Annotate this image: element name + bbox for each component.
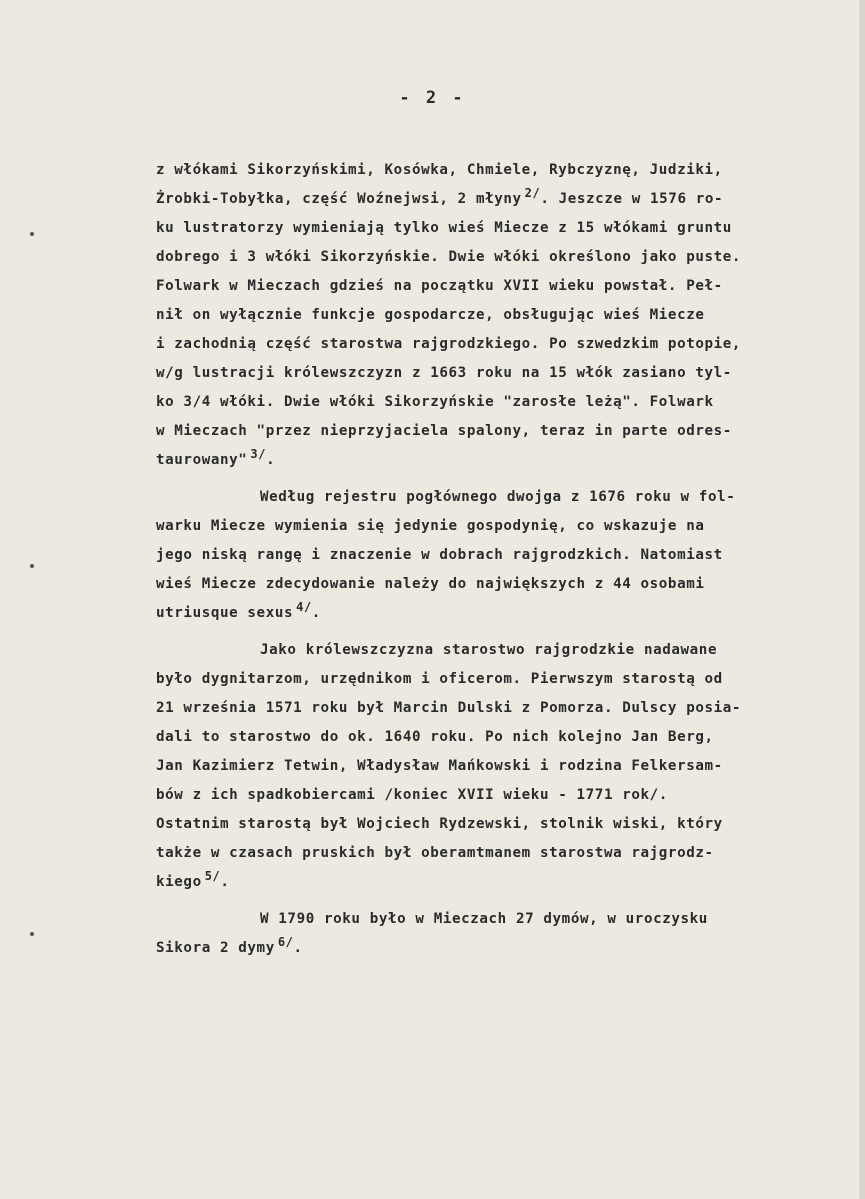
line-text: Jako królewszczyzna starostwo rajgrodzkie nadawane	[260, 642, 718, 658]
margin-mark	[30, 932, 34, 936]
line-text: kiego	[156, 874, 202, 890]
text-line	[156, 781, 816, 810]
line-text-after: . Jeszcze w 1576 ro-	[540, 191, 724, 207]
line-text-after: .	[266, 452, 276, 468]
line-text-after: .	[311, 605, 321, 621]
text-line	[156, 156, 816, 185]
text-line	[156, 694, 816, 723]
margin-mark	[30, 232, 34, 236]
text-line	[156, 541, 816, 570]
text-line	[156, 839, 816, 868]
text-line	[156, 446, 816, 475]
text-line	[156, 243, 816, 272]
line-text: W 1790 roku było w Mieczach 27 dymów, w uroczysku	[260, 911, 708, 927]
text-line	[156, 512, 816, 541]
line-text-after: .	[293, 940, 303, 956]
line-text: ku lustratorzy wymieniają tylko wieś Miecze z 15 włókami gruntu	[156, 220, 732, 236]
line-text: bów z ich spadkobiercami /koniec XVII wieku - 1771 rok/.	[156, 787, 668, 803]
footnote-reference: 3/	[250, 447, 267, 461]
line-text: Ostatnim starostą był Wojciech Rydzewski, stolnik wiski, który	[156, 816, 723, 832]
text-line	[156, 272, 816, 301]
margin-mark	[30, 564, 34, 568]
text-line	[156, 752, 816, 781]
text-line	[156, 665, 816, 694]
text-line	[156, 868, 816, 897]
line-text: w Mieczach "przez nieprzyjaciela spalony, teraz in parte odres-	[156, 423, 732, 439]
line-text: i zachodnią część starostwa rajgrodzkiego. Po szwedzkim potopie,	[156, 336, 742, 352]
line-text: wieś Miecze zdecydowanie należy do największych z 44 osobami	[156, 576, 705, 592]
line-text: 21 września 1571 roku był Marcin Dulski z Pomorza. Dulscy posia-	[156, 700, 742, 716]
text-line	[156, 570, 816, 599]
line-text-after: .	[220, 874, 230, 890]
text-line	[156, 934, 816, 963]
line-text: z włókami Sikorzyńskimi, Kosówka, Chmiele, Rybczyznę, Judziki,	[156, 162, 723, 178]
text-line	[156, 185, 816, 214]
text-line	[156, 636, 816, 665]
text-line	[156, 417, 816, 446]
body-text	[156, 156, 816, 963]
line-text: warku Miecze wymienia się jedynie gospodynię, co wskazuje na	[156, 518, 705, 534]
line-text: utriusque sexus	[156, 605, 294, 621]
line-text: Jan Kazimierz Tetwin, Władysław Mańkowski i rodzina Felkersam-	[156, 758, 723, 774]
line-text: ko 3/4 włóki. Dwie włóki Sikorzyńskie "zarosłe leżą". Folwark	[156, 394, 714, 410]
line-text: Żrobki-Tobyłka, część Woźnejwsi, 2 młyny	[156, 191, 522, 207]
page-number: - 2 -	[399, 88, 466, 108]
line-text: Sikora 2 dymy	[156, 940, 275, 956]
line-text: także w czasach pruskich był oberamtmanem starostwa rajgrodz-	[156, 845, 714, 861]
footnote-reference: 6/	[277, 935, 294, 949]
line-text: w/g lustracji królewszczyzn z 1663 roku na 15 włók zasiano tyl-	[156, 365, 732, 381]
text-line	[156, 301, 816, 330]
line-text: Według rejestru pogłównego dwojga z 1676 roku w fol-	[260, 489, 736, 505]
line-text: jego niską rangę i znaczenie w dobrach rajgrodzkich. Natomiast	[156, 547, 723, 563]
text-line	[156, 723, 816, 752]
text-line	[156, 483, 816, 512]
text-line	[156, 330, 816, 359]
text-line	[156, 388, 816, 417]
text-line	[156, 905, 816, 934]
text-line	[156, 810, 816, 839]
line-text: było dygnitarzom, urzędnikom i oficerom. Pierwszym starostą od	[156, 671, 723, 687]
text-line	[156, 599, 816, 628]
line-text: taurowany"	[156, 452, 248, 468]
footnote-reference: 2/	[524, 186, 541, 200]
line-text: nił on wyłącznie funkcje gospodarcze, obsługując wieś Miecze	[156, 307, 705, 323]
line-text: dobrego i 3 włóki Sikorzyńskie. Dwie włóki określono jako puste.	[156, 249, 742, 265]
footnote-reference: 4/	[296, 600, 312, 614]
footnote-reference: 5/	[204, 869, 221, 883]
line-text: dali to starostwo do ok. 1640 roku. Po nich kolejno Jan Berg,	[156, 729, 714, 745]
text-line	[156, 214, 816, 243]
text-line	[156, 359, 816, 388]
line-text: Folwark w Mieczach gdzieś na początku XVII wieku powstał. Peł-	[156, 278, 723, 294]
